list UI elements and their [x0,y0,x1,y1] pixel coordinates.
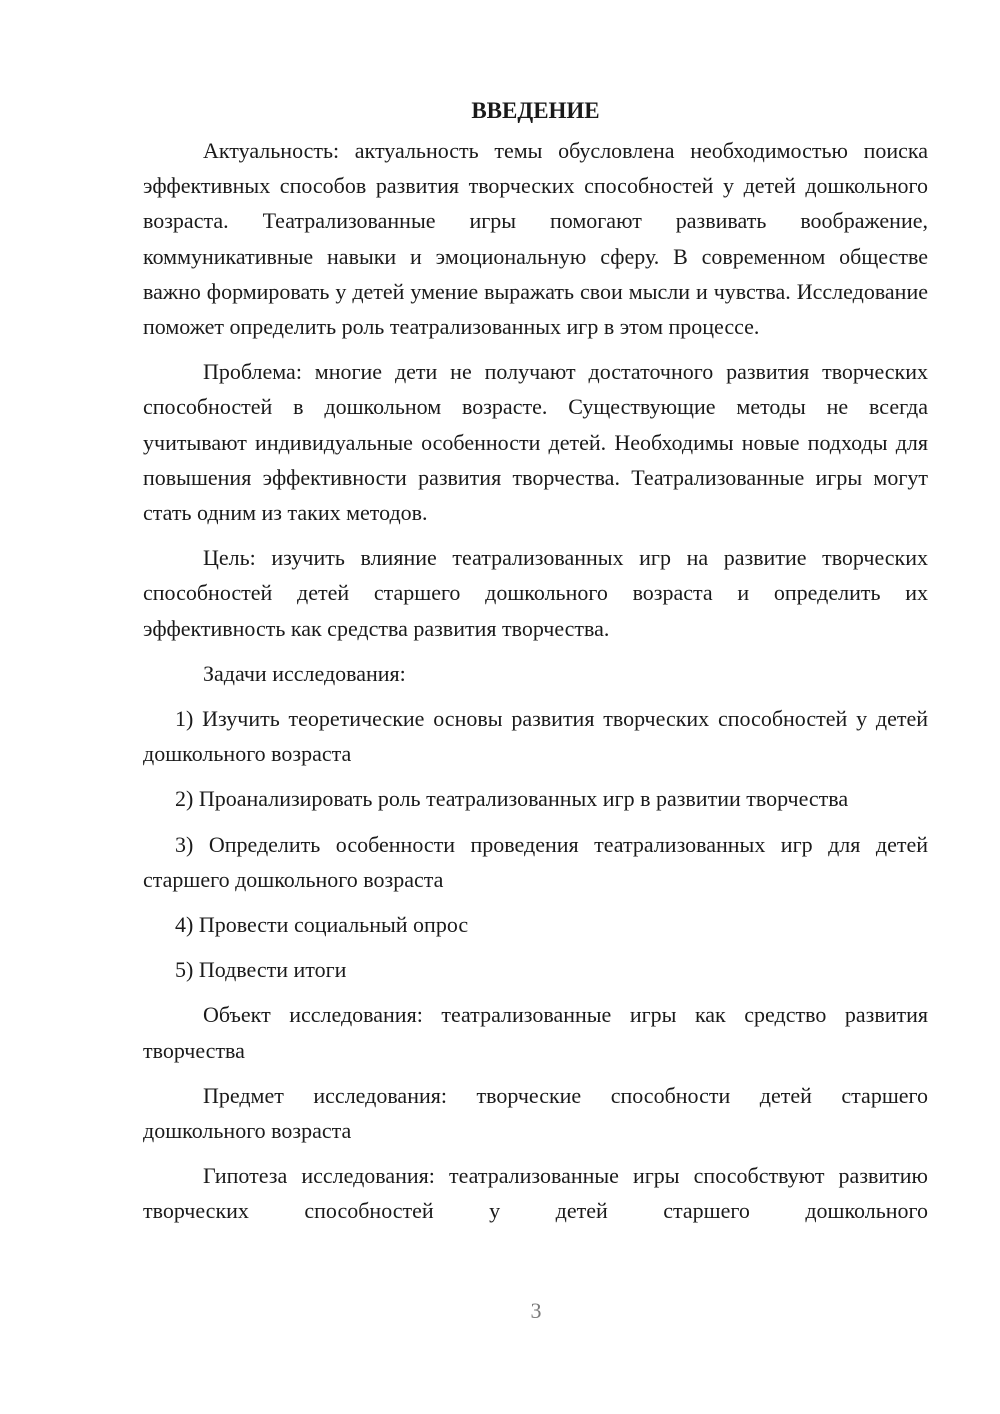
page-number: 3 [530,1298,542,1323]
goal-paragraph: Цель: изучить влияние театрализованных игр на развитие творческих способностей детей старшего дошкольного возраста и определить их эффективность как средства развития творчества. [143,545,928,641]
document-title: ВВЕДЕНИЕ [471,98,600,123]
tasks-heading: Задачи исследования: [203,660,406,686]
task-item-1: 1) Изучить теоретические основы развития творческих способностей у детей дошкольного возраста [143,706,928,767]
task-item-4: 4) Провести социальный опрос [175,912,469,938]
relevance-paragraph: Актуальность: актуальность темы обусловлена необходимостью поиска эффективных способов развития творческих способностей у детей дошкольного возраста. Театрализованные игры помогают развивать воображение, коммуникативные навыки и эмоциональную сферу. В современном обществе важно формировать у детей умение выражать свои мысли и чувства. Исследование поможет определить роль театрализованных игр в этом процессе. [143,138,928,340]
document-page [143,95,928,1229]
task-item-5: 5) Подвести итоги [175,957,347,983]
problem-paragraph: Проблема: многие дети не получают достаточного развития творческих способностей в дошкольном возрасте. Существующие методы не всегда учитывают индивидуальные особенности детей. Необходимы новые подходы для повышения эффективности развития творчества. Театрализованные игры могут стать одним из таких методов. [143,359,928,526]
hypothesis-paragraph: Гипотеза исследования: театрализованные игры способствуют развитию творческих способностей у детей старшего дошкольного [143,1163,928,1224]
task-item-2: 2) Проанализировать роль театрализованных игр в развитии творчества [175,786,849,812]
object-paragraph: Объект исследования: театрализованные игры как средство развития творчества [143,1002,928,1063]
subject-paragraph: Предмет исследования: творческие способности детей старшего дошкольного возраста [143,1082,928,1144]
task-item-3: 3) Определить особенности проведения театрализованных игр для детей старшего дошкольного возраста [143,831,928,892]
